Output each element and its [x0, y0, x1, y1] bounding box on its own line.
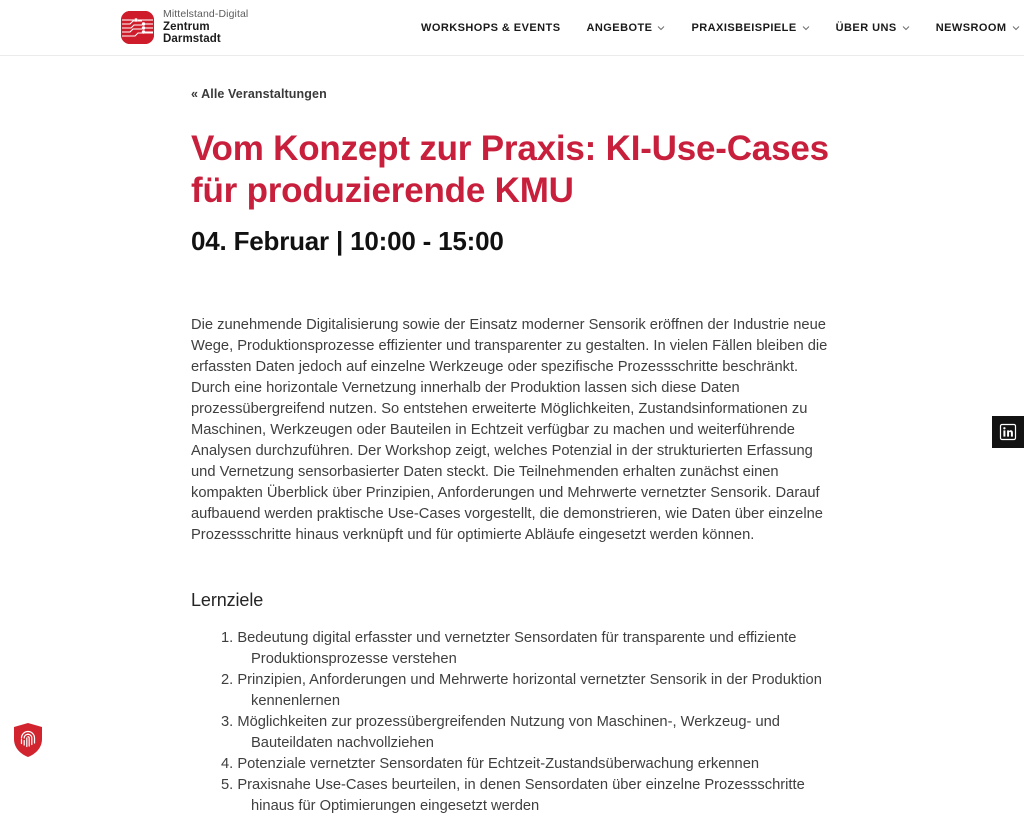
site-logo[interactable]: [121, 9, 248, 45]
nav-item-praxisbeispiele[interactable]: [691, 22, 809, 34]
nav-item-workshops-events[interactable]: [421, 22, 561, 34]
event-description: Die zunehmende Digitalisierung sowie der Einsatz moderner Sensorik eröffnen der Industrie neue Wege, Produktionsprozesse effizienter und transparenter zu gestalten. In vielen Fällen bleiben die erfassten Daten jedoch auf einzelne Werkzeuge oder spezifische Prozessschritte beschränkt. Durch eine horizontale Vernetzung innerhalb der Produktion lassen sich diese Daten prozessübergreifend nutzen. So entstehen erweiterte Möglichkeiten, Zustandsinformationen zu Maschinen, Werkzeugen oder Bauteilen in Echtzeit verfügbar zu machen und weiterführende Analysen durchzuführen. Der Workshop zeigt, welches Potenzial in der strukturierten Erfassung und Vernetzung sensorbasierter Daten steckt. Die Teilnehmenden erhalten zunächst einen kompakten Überblick über Prinzipien, Anforderungen und Mehrwerte vernetzter Sensorik. Darauf aufbauend werden praktische Use-Cases vorgestellt, die demonstrieren, wie Daten über einzelne Prozessschritte hinaus verknüpft und für optimierte Abläufe eingesetzt werden können.: [191, 317, 828, 544]
chevron-down-icon: [802, 24, 810, 32]
brand-line-1: Mittelstand-Digital: [163, 8, 249, 21]
learning-goals-list: [191, 628, 841, 817]
event-article: [191, 85, 841, 817]
page-title: Vom Konzept zur Praxis: KI-Use-Cases für produzierende KMU: [191, 129, 829, 210]
list-item: 2. Prinzipien, Anforderungen und Mehrwerte horizontal vernetzter Sensorik in der Produktion kennenlernen: [221, 672, 822, 710]
learning-goals-heading: Lernziele: [191, 590, 264, 611]
list-item: 3. Möglichkeiten zur prozessübergreifenden Nutzung von Maschinen-, Werkzeug- und Bauteildaten nachvollziehen: [221, 714, 780, 752]
breadcrumb-all-events-link[interactable]: « Alle Veranstaltungen: [191, 87, 327, 101]
nav-label: ÜBER UNS: [835, 22, 897, 34]
nav-item-angebote[interactable]: [587, 22, 666, 34]
chevron-down-icon: [902, 24, 910, 32]
share-linkedin-button[interactable]: [992, 416, 1024, 448]
privacy-consent-badge[interactable]: [13, 722, 43, 758]
chevron-down-icon: [1012, 24, 1020, 32]
nav-label: ANGEBOTE: [586, 22, 653, 34]
site-header: [0, 0, 1024, 56]
brand-line-3: Darmstadt: [163, 33, 221, 46]
nav-label: PRAXISBEISPIELE: [691, 22, 797, 34]
linkedin-icon: [1000, 424, 1016, 440]
list-item: 4. Potenziale vernetzter Sensordaten für Echtzeit-Zustandsüberwachung erkennen: [221, 756, 760, 773]
list-item: 1. Bedeutung digital erfasster und vernetzter Sensordaten für transparente und effiziente Produktionsprozesse verstehen: [221, 630, 797, 668]
event-date: 04. Februar | 10:00 - 15:00: [191, 226, 504, 256]
main-navigation: [421, 0, 1020, 56]
social-share-rail: [992, 416, 1024, 448]
nav-item-newsroom[interactable]: [936, 22, 1020, 34]
nav-label: NEWSROOM: [935, 22, 1007, 34]
chevron-down-icon: [657, 24, 665, 32]
circuit-board-logo-icon: [121, 11, 154, 44]
shield-fingerprint-icon: [13, 722, 43, 758]
list-item: 5. Praxisnahe Use-Cases beurteilen, in denen Sensordaten über einzelne Prozessschritte hinaus für Optimierungen eingesetzt werden: [221, 777, 805, 815]
nav-label: WORKSHOPS & EVENTS: [421, 22, 561, 34]
nav-item-ueber-uns[interactable]: [836, 22, 910, 34]
brand-wordmark: [163, 9, 248, 45]
brand-line-2: Zentrum: [163, 20, 210, 33]
page-body: [0, 56, 1024, 815]
